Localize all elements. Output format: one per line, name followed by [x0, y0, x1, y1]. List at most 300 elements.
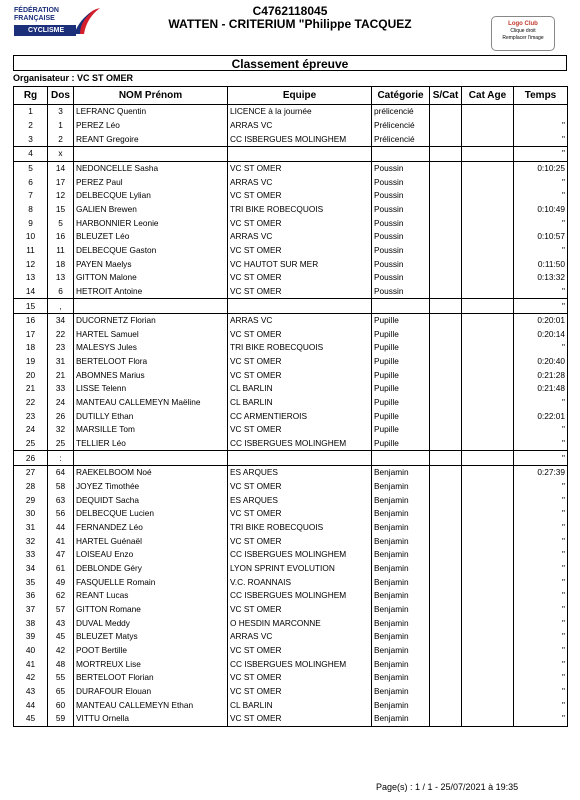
cell-categorie: Benjamin: [372, 562, 430, 576]
cell-catage: [462, 589, 514, 603]
cell-categorie: Benjamin: [372, 589, 430, 603]
cell-categorie: Benjamin: [372, 493, 430, 507]
cell-dos: 63: [48, 493, 74, 507]
cell-categorie: Pupille: [372, 409, 430, 423]
cell-temps: 0:21:28: [514, 368, 568, 382]
cell-categorie: Pupille: [372, 328, 430, 342]
cell-catage: [462, 657, 514, 671]
cell-categorie: Benjamin: [372, 548, 430, 562]
cell-temps: ": [514, 685, 568, 699]
cell-scat: [430, 657, 462, 671]
cell-rg: 40: [14, 644, 48, 658]
ffc-logo-line3: CYCLISME: [28, 27, 65, 34]
cell-catage: [462, 451, 514, 466]
cell-rg: 6: [14, 175, 48, 189]
cell-categorie: Poussin: [372, 175, 430, 189]
cell-nom: HARTEL Samuel: [74, 328, 228, 342]
cell-categorie: Benjamin: [372, 507, 430, 521]
cell-catage: [462, 189, 514, 203]
cell-scat: [430, 285, 462, 299]
cell-rg: 3: [14, 132, 48, 146]
club-logo-placeholder[interactable]: [491, 16, 555, 51]
col-header-dos: Dos: [48, 87, 74, 105]
col-header-categorie: Catégorie: [372, 87, 430, 105]
cell-categorie: Pupille: [372, 423, 430, 437]
cell-nom: BLEUZET Léo: [74, 230, 228, 244]
cell-catage: [462, 562, 514, 576]
cell-nom: HARBONNIER Leonie: [74, 216, 228, 230]
cell-equipe: VC ST OMER: [228, 480, 372, 494]
cell-nom: JOYEZ Timothée: [74, 480, 228, 494]
cell-catage: [462, 119, 514, 133]
cell-scat: [430, 146, 462, 161]
cell-rg: 44: [14, 698, 48, 712]
results-table: [13, 86, 568, 727]
cell-scat: [430, 630, 462, 644]
cell-rg: 45: [14, 712, 48, 726]
cell-equipe: TRI BIKE ROBECQUOIS: [228, 203, 372, 217]
cell-scat: [430, 299, 462, 314]
cell-nom: LOISEAU Enzo: [74, 548, 228, 562]
cell-catage: [462, 423, 514, 437]
cell-rg: 10: [14, 230, 48, 244]
cell-catage: [462, 644, 514, 658]
table-row: [14, 355, 568, 369]
cell-rg: 43: [14, 685, 48, 699]
cell-temps: ": [514, 299, 568, 314]
cell-equipe: [228, 299, 372, 314]
cell-equipe: VC ST OMER: [228, 368, 372, 382]
cell-catage: [462, 493, 514, 507]
table-row: [14, 146, 568, 161]
cell-rg: 32: [14, 534, 48, 548]
cell-categorie: Benjamin: [372, 657, 430, 671]
cell-temps: ": [514, 216, 568, 230]
cell-dos: 59: [48, 712, 74, 726]
cell-scat: [430, 271, 462, 285]
cell-dos: 57: [48, 603, 74, 617]
cell-temps: ": [514, 175, 568, 189]
cell-catage: [462, 480, 514, 494]
cell-rg: 31: [14, 521, 48, 535]
cell-temps: 0:11:50: [514, 257, 568, 271]
cell-catage: [462, 437, 514, 451]
table-row: [14, 451, 568, 466]
cell-scat: [430, 382, 462, 396]
cell-scat: [430, 451, 462, 466]
cell-nom: MORTREUX Lise: [74, 657, 228, 671]
cell-nom: DUTILLY Ethan: [74, 409, 228, 423]
cell-dos: 22: [48, 328, 74, 342]
cell-nom: DELBECQUE Gaston: [74, 244, 228, 258]
cell-nom: FASQUELLE Romain: [74, 575, 228, 589]
cell-categorie: Pupille: [372, 368, 430, 382]
cell-catage: [462, 409, 514, 423]
cell-equipe: CC ISBERGUES MOLINGHEM: [228, 132, 372, 146]
club-logo-hint1: Clique droit: [510, 28, 536, 34]
cell-rg: 21: [14, 382, 48, 396]
table-row: [14, 712, 568, 726]
cell-dos: 14: [48, 161, 74, 175]
table-row: [14, 589, 568, 603]
table-row: [14, 341, 568, 355]
cell-catage: [462, 285, 514, 299]
cell-catage: [462, 216, 514, 230]
col-header-scat: S/Cat: [430, 87, 462, 105]
cell-scat: [430, 698, 462, 712]
cell-dos: 5: [48, 216, 74, 230]
cell-dos: 2: [48, 132, 74, 146]
cell-nom: MALESYS Jules: [74, 341, 228, 355]
cell-categorie: Poussin: [372, 161, 430, 175]
cell-scat: [430, 105, 462, 119]
cell-catage: [462, 616, 514, 630]
cell-rg: 28: [14, 480, 48, 494]
col-header-rg: Rg: [14, 87, 48, 105]
cell-nom: POOT Bertille: [74, 644, 228, 658]
cell-catage: [462, 548, 514, 562]
cell-temps: ": [514, 548, 568, 562]
table-row: [14, 437, 568, 451]
cell-equipe: VC ST OMER: [228, 671, 372, 685]
cell-catage: [462, 698, 514, 712]
cell-catage: [462, 507, 514, 521]
cell-temps: 0:10:25: [514, 161, 568, 175]
cell-categorie: Poussin: [372, 271, 430, 285]
cell-scat: [430, 313, 462, 327]
cell-catage: [462, 146, 514, 161]
cell-categorie: Benjamin: [372, 575, 430, 589]
cell-categorie: Pupille: [372, 341, 430, 355]
cell-scat: [430, 534, 462, 548]
cell-dos: 56: [48, 507, 74, 521]
table-row: [14, 493, 568, 507]
table-row: [14, 685, 568, 699]
table-row: [14, 299, 568, 314]
cell-scat: [430, 685, 462, 699]
cell-dos: :: [48, 451, 74, 466]
cell-catage: [462, 382, 514, 396]
cell-catage: [462, 341, 514, 355]
cell-temps: ": [514, 341, 568, 355]
cell-nom: FERNANDEZ Léo: [74, 521, 228, 535]
cell-equipe: ES ARQUES: [228, 466, 372, 480]
cell-rg: 29: [14, 493, 48, 507]
cell-dos: 61: [48, 562, 74, 576]
cell-nom: MARSILLE Tom: [74, 423, 228, 437]
cell-temps: 0:20:40: [514, 355, 568, 369]
cell-scat: [430, 175, 462, 189]
cell-dos: 25: [48, 437, 74, 451]
table-row: [14, 409, 568, 423]
cell-categorie: Poussin: [372, 203, 430, 217]
cell-categorie: Pupille: [372, 382, 430, 396]
cell-temps: ": [514, 698, 568, 712]
cell-nom: PEREZ Paul: [74, 175, 228, 189]
cell-temps: [514, 105, 568, 119]
ffc-logo-banner: [14, 25, 76, 36]
cell-categorie: Benjamin: [372, 671, 430, 685]
cell-rg: 13: [14, 271, 48, 285]
cell-dos: 13: [48, 271, 74, 285]
cell-equipe: CL BARLIN: [228, 698, 372, 712]
cell-catage: [462, 630, 514, 644]
cell-equipe: ARRAS VC: [228, 630, 372, 644]
cell-categorie: Poussin: [372, 230, 430, 244]
cell-temps: 0:13:32: [514, 271, 568, 285]
cell-temps: 0:10:57: [514, 230, 568, 244]
cell-catage: [462, 230, 514, 244]
cell-rg: 38: [14, 616, 48, 630]
cell-catage: [462, 466, 514, 480]
cell-scat: [430, 355, 462, 369]
table-row: [14, 161, 568, 175]
cell-nom: VITTU Ornella: [74, 712, 228, 726]
cell-dos: 45: [48, 630, 74, 644]
cell-dos: 32: [48, 423, 74, 437]
club-logo-title: Logo Club: [508, 21, 538, 27]
cell-equipe: CC ISBERGUES MOLINGHEM: [228, 437, 372, 451]
cell-temps: ": [514, 644, 568, 658]
cell-catage: [462, 328, 514, 342]
table-row: [14, 105, 568, 119]
cell-temps: ": [514, 480, 568, 494]
cell-rg: 23: [14, 409, 48, 423]
cell-equipe: ARRAS VC: [228, 119, 372, 133]
cell-temps: ": [514, 146, 568, 161]
cell-equipe: CC ARMENTIEROIS: [228, 409, 372, 423]
cell-catage: [462, 257, 514, 271]
club-logo-hint2: Remplacer l'image: [502, 35, 544, 41]
cell-scat: [430, 216, 462, 230]
cell-equipe: CC ISBERGUES MOLINGHEM: [228, 548, 372, 562]
cell-temps: ": [514, 493, 568, 507]
cell-scat: [430, 603, 462, 617]
cell-equipe: TRI BIKE ROBECQUOIS: [228, 521, 372, 535]
table-row: [14, 562, 568, 576]
cell-temps: ": [514, 712, 568, 726]
cell-categorie: Poussin: [372, 257, 430, 271]
cell-equipe: O HESDIN MARCONNE: [228, 616, 372, 630]
cell-scat: [430, 575, 462, 589]
table-row: [14, 175, 568, 189]
cell-catage: [462, 575, 514, 589]
cell-temps: ": [514, 630, 568, 644]
cell-categorie: Pupille: [372, 437, 430, 451]
cell-rg: 5: [14, 161, 48, 175]
col-header-equipe: Equipe: [228, 87, 372, 105]
table-row: [14, 132, 568, 146]
cell-equipe: CL BARLIN: [228, 396, 372, 410]
cell-dos: 26: [48, 409, 74, 423]
cell-temps: ": [514, 189, 568, 203]
cell-catage: [462, 396, 514, 410]
cell-temps: ": [514, 119, 568, 133]
table-row: [14, 548, 568, 562]
cell-nom: MANTEAU CALLEMEYN Ethan: [74, 698, 228, 712]
cell-temps: ": [514, 575, 568, 589]
cell-nom: REANT Gregoire: [74, 132, 228, 146]
cell-equipe: CC ISBERGUES MOLINGHEM: [228, 589, 372, 603]
cell-dos: 34: [48, 313, 74, 327]
cell-categorie: [372, 146, 430, 161]
cell-rg: 9: [14, 216, 48, 230]
cell-equipe: CL BARLIN: [228, 382, 372, 396]
cell-scat: [430, 616, 462, 630]
cell-equipe: VC ST OMER: [228, 685, 372, 699]
cell-nom: GITTON Romane: [74, 603, 228, 617]
cell-scat: [430, 257, 462, 271]
cell-temps: ": [514, 671, 568, 685]
cell-dos: x: [48, 146, 74, 161]
table-row: [14, 271, 568, 285]
table-row: [14, 244, 568, 258]
cell-rg: 12: [14, 257, 48, 271]
cell-temps: 0:20:14: [514, 328, 568, 342]
cell-dos: 43: [48, 616, 74, 630]
cell-rg: 41: [14, 657, 48, 671]
cell-nom: DELBECQUE Lucien: [74, 507, 228, 521]
cell-equipe: VC ST OMER: [228, 244, 372, 258]
table-row: [14, 203, 568, 217]
cell-nom: NEDONCELLE Sasha: [74, 161, 228, 175]
cell-dos: 41: [48, 534, 74, 548]
table-row: [14, 396, 568, 410]
cell-temps: ": [514, 603, 568, 617]
cell-scat: [430, 548, 462, 562]
cell-nom: GITTON Malone: [74, 271, 228, 285]
cell-rg: 18: [14, 341, 48, 355]
cell-scat: [430, 562, 462, 576]
col-header-catage: Cat Age: [462, 87, 514, 105]
cell-catage: [462, 299, 514, 314]
cell-scat: [430, 409, 462, 423]
cell-dos: 31: [48, 355, 74, 369]
cell-categorie: Prélicencié: [372, 119, 430, 133]
cell-categorie: Poussin: [372, 285, 430, 299]
cell-temps: ": [514, 534, 568, 548]
page-footer: Page(s) : 1 / 1 - 25/07/2021 à 19:35: [376, 782, 519, 792]
cell-catage: [462, 175, 514, 189]
cell-scat: [430, 521, 462, 535]
cell-equipe: LICENCE à la journée: [228, 105, 372, 119]
cell-temps: ": [514, 451, 568, 466]
cell-dos: 64: [48, 466, 74, 480]
table-row: [14, 616, 568, 630]
cell-dos: 42: [48, 644, 74, 658]
cell-categorie: Benjamin: [372, 534, 430, 548]
cell-rg: 4: [14, 146, 48, 161]
ffc-logo-line1: FÉDÉRATION: [14, 7, 59, 14]
cell-categorie: Poussin: [372, 216, 430, 230]
cell-nom: HETROIT Antoine: [74, 285, 228, 299]
cell-catage: [462, 534, 514, 548]
cell-dos: 11: [48, 244, 74, 258]
cell-equipe: VC ST OMER: [228, 189, 372, 203]
cell-dos: 60: [48, 698, 74, 712]
cell-dos: 48: [48, 657, 74, 671]
cell-equipe: VC ST OMER: [228, 603, 372, 617]
cell-scat: [430, 423, 462, 437]
cell-nom: LISSE Telenn: [74, 382, 228, 396]
cell-categorie: Benjamin: [372, 644, 430, 658]
cell-scat: [430, 328, 462, 342]
table-row: [14, 230, 568, 244]
cell-catage: [462, 313, 514, 327]
table-row: [14, 644, 568, 658]
cell-nom: DUVAL Meddy: [74, 616, 228, 630]
cell-catage: [462, 368, 514, 382]
table-row: [14, 507, 568, 521]
cell-dos: 49: [48, 575, 74, 589]
cell-nom: DEQUIDT Sacha: [74, 493, 228, 507]
cell-dos: 21: [48, 368, 74, 382]
cell-categorie: [372, 451, 430, 466]
cell-nom: PAYEN Maelys: [74, 257, 228, 271]
cell-rg: 37: [14, 603, 48, 617]
table-row: [14, 534, 568, 548]
cell-nom: DURAFOUR Elouan: [74, 685, 228, 699]
cell-equipe: VC ST OMER: [228, 271, 372, 285]
cell-scat: [430, 203, 462, 217]
table-row: [14, 630, 568, 644]
cell-scat: [430, 119, 462, 133]
cell-rg: 15: [14, 299, 48, 314]
table-header-row: [14, 87, 568, 105]
cell-catage: [462, 712, 514, 726]
classement-heading: Classement épreuve: [13, 55, 567, 71]
cell-scat: [430, 589, 462, 603]
cell-dos: ,: [48, 299, 74, 314]
table-row: [14, 382, 568, 396]
cell-nom: GALIEN Brewen: [74, 203, 228, 217]
cell-nom: LEFRANC Quentin: [74, 105, 228, 119]
table-row: [14, 313, 568, 327]
cell-rg: 16: [14, 313, 48, 327]
cell-catage: [462, 671, 514, 685]
table-row: [14, 257, 568, 271]
cell-nom: DUCORNETZ Florian: [74, 313, 228, 327]
cell-equipe: ES ARQUES: [228, 493, 372, 507]
cell-rg: 19: [14, 355, 48, 369]
table-row: [14, 328, 568, 342]
table-row: [14, 119, 568, 133]
cell-dos: 44: [48, 521, 74, 535]
cell-rg: 25: [14, 437, 48, 451]
cell-equipe: VC ST OMER: [228, 712, 372, 726]
cell-scat: [430, 644, 462, 658]
cell-temps: ": [514, 507, 568, 521]
cell-temps: ": [514, 396, 568, 410]
cell-scat: [430, 396, 462, 410]
col-header-nom: NOM Prénom: [74, 87, 228, 105]
table-row: [14, 466, 568, 480]
cell-dos: 23: [48, 341, 74, 355]
cell-rg: 30: [14, 507, 48, 521]
cell-dos: 17: [48, 175, 74, 189]
cell-dos: 62: [48, 589, 74, 603]
cell-dos: 6: [48, 285, 74, 299]
cell-equipe: ARRAS VC: [228, 230, 372, 244]
cell-categorie: Benjamin: [372, 616, 430, 630]
col-header-temps: Temps: [514, 87, 568, 105]
table-row: [14, 216, 568, 230]
cell-equipe: VC ST OMER: [228, 216, 372, 230]
cell-catage: [462, 685, 514, 699]
cell-temps: 0:22:01: [514, 409, 568, 423]
cell-rg: 33: [14, 548, 48, 562]
cell-categorie: Poussin: [372, 244, 430, 258]
